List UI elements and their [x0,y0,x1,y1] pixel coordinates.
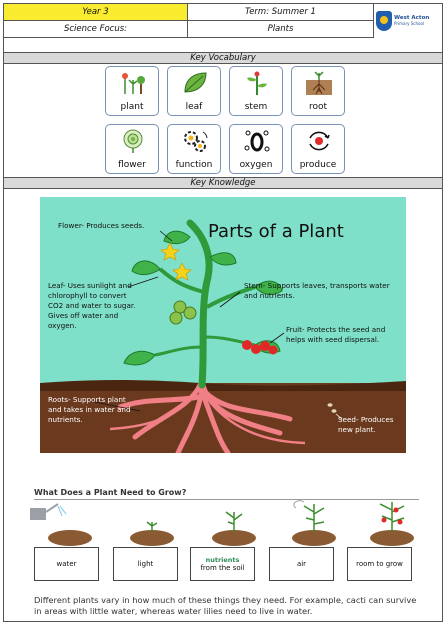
grow-illustrations [28,498,428,548]
vocab-card-leaf [167,66,221,116]
need-label: room to grow [356,560,403,568]
leaf-label: Leaf- Uses sunlight and chlorophyll to convert CO2 and water to sugar. Gives off water and oxygen. [48,281,136,330]
logo-name: West Acton [394,15,430,21]
key-vocabulary-heading: Key Vocabulary [4,52,442,64]
diagram-title: Parts of a Plant [208,221,344,242]
vocab-label: plant [120,102,144,112]
science-focus-cell: Science Focus: [4,21,188,38]
vocab-label: flower [118,160,146,170]
flower-label: Flower- Produces seeds. [58,221,145,230]
vocab-label: stem [244,102,268,112]
function-icon [181,128,209,154]
vocab-card-root [291,66,345,116]
vocab-card-oxygen [229,124,283,174]
seed-label: Seed- Produces new plant. [338,415,394,434]
parts-of-plant-diagram [40,197,406,453]
plant-icon [119,70,147,96]
produce-icon [305,128,333,154]
vocab-card-produce [291,124,345,174]
roots-label: Roots- Supports plant and takes in water and nutrients. [48,395,131,424]
flower-icon [119,128,147,154]
term-cell: Term: Summer 1 [188,4,374,21]
vocab-label: oxygen [239,160,273,170]
crest-icon [376,11,392,31]
need-water [34,547,99,581]
vocab-label: root [308,102,328,112]
header-table [4,4,442,40]
vocab-card-plant [105,66,159,116]
leaf-icon [181,70,209,96]
key-knowledge-heading: Key Knowledge [4,177,442,189]
stem-label: Stem- Supports leaves, transports water and nutrients. [244,281,390,300]
need-air [269,547,334,581]
vocab-label: leaf [185,102,203,112]
need-label: water [56,560,77,568]
oxygen-icon [243,128,271,154]
need-sublabel: from the soil [200,564,245,572]
need-room-to-grow [347,547,412,581]
need-label: nutrients [205,556,240,564]
vocab-label: produce [299,160,337,170]
fruit-label: Fruit- Protects the seed and helps with seed dispersal. [286,325,386,344]
topic-cell: Plants [188,21,374,38]
school-logo [376,5,440,37]
year-cell: Year 3 [4,4,188,21]
logo-sub: Primary School [394,21,425,26]
vocab-card-function [167,124,221,174]
need-light [113,547,178,581]
stem-icon [243,70,271,96]
need-label: air [296,560,307,568]
need-label: light [137,560,154,568]
vocab-card-flower [105,124,159,174]
vocab-card-stem [229,66,283,116]
need-nutrients [190,547,255,581]
grow-section-title: What Does a Plant Need to Grow? [34,488,187,497]
root-icon [305,70,333,96]
page-frame [3,3,443,622]
vocab-label: function [175,160,213,170]
grow-footer-text: Different plants vary in how much of these things they need. For example, cacti can survive in areas with little water, whereas water lilies need to live in water. [34,595,417,616]
